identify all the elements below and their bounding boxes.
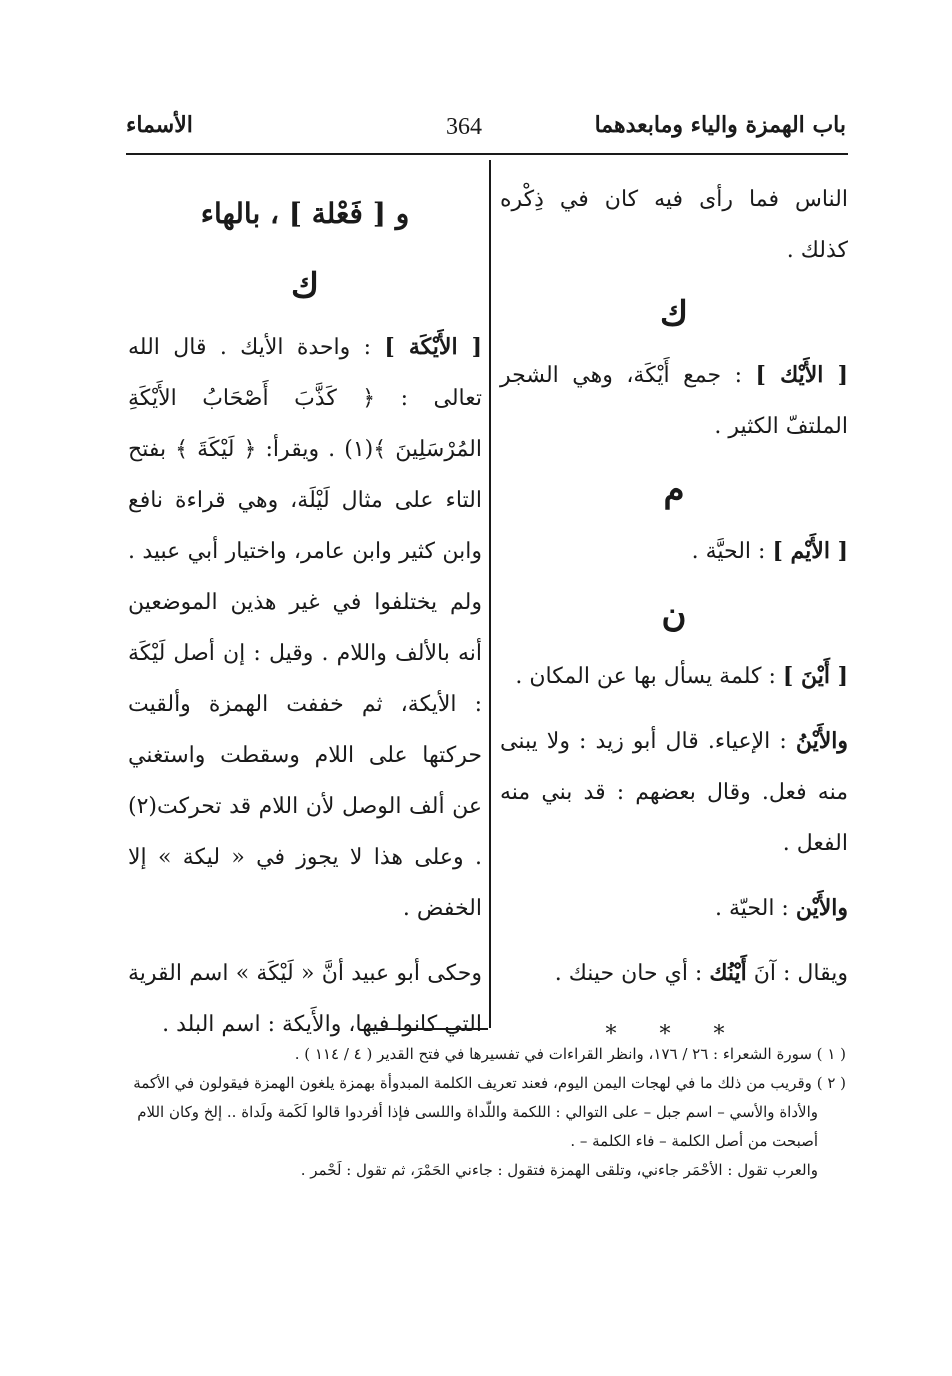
spacer — [500, 934, 848, 948]
footnote-2-line-3: أصبحت من أصل الكلمة – فاء الكلمة – . — [570, 1132, 818, 1150]
section-end-stars: * * * — [605, 1022, 743, 1047]
spacer — [500, 869, 848, 883]
chapter-title: باب الهمزة والياء ومابعدهما — [594, 112, 846, 138]
footnote-rule — [370, 1028, 488, 1030]
page-number: 364 — [446, 114, 482, 140]
letter-kaf-heading-left: ك — [290, 266, 320, 306]
footnote-1: ( ١ ) سورة الشعراء : ٢٦ / ١٧٦، وانظر القراءات في تفسيرها في فتح القدير ( ٤ / ١١٤ ) . — [294, 1045, 846, 1063]
spacer — [128, 934, 482, 948]
headword-aynuk: أَيْنُك — [709, 960, 747, 986]
headword-aim: [ الأَيْم ] — [772, 538, 848, 564]
footnote-2-line-2: والأداة والأسي – اسم جبل – على التوالي : اللكمة واللّداة واللسى فإذا أفردوا قالوا لَكَمة ولَداة .. إلخ وكان اللام — [137, 1103, 818, 1121]
letter-kaf-heading: ك — [659, 294, 689, 334]
intro-line: الناس فما رأى فيه كان في ذِكْره كذلك . — [500, 187, 848, 263]
headword-alayn-fatigue: والأَيْنُ — [795, 728, 849, 754]
entry-alayn-snake — [500, 883, 848, 934]
spacer — [500, 702, 848, 716]
headword-aika: [ الأَيْكَة ] — [384, 334, 482, 360]
left-column — [128, 186, 482, 1050]
letter-nun-heading: ن — [661, 595, 687, 635]
definition-alayn-snake: : الحيّة . — [715, 896, 789, 921]
section-title: الأسماء — [126, 112, 193, 138]
entry-ayna — [500, 651, 848, 702]
definition-aim: : الحيَّة . — [691, 539, 766, 564]
entry-alayn-fatigue — [500, 716, 848, 869]
entry-aik — [500, 350, 848, 452]
definition-aik: : جمع أَيْكَة، وهي الشجر الملتفّ الكثير . — [500, 363, 848, 439]
entry-aynuk — [500, 948, 848, 999]
headword-alayn-snake: والأَيْن — [795, 895, 848, 921]
definition-aika: : واحدة الأيك . قال الله تعالى : ﴿ كَذَّبَ أَصْحَابُ الأَيْكَةِ المُرْسَلِينَ ﴾(١) . ويقرأ: ﴿ لَيْكَةَ ﴾ بفتح التاء على مثال لَيْلَة، وهي قراءة نافع وابن كثير وابن عامر، واختيار أبي عبيد . ولم يختلفوا في غير هذين الموضعين أنه بالألف واللام . وقيل : إن أصل لَيْكَة : الأيكة، ثم خففت الهمزة وألقيت حركتها على اللام وسقطت واستغني عن ألف الوصل لأن اللام قد تحركت(٢) . وعلى هذا لا يجوز في « ليكة » إلا الخفض . — [128, 335, 482, 921]
right-column — [500, 174, 848, 1060]
definition-ayna: : كلمة يسأل بها عن المكان . — [515, 664, 776, 689]
footnote-2-line-4: والعرب تقول : الأحْمَر جاءني، وتلقى الهمزة فتقول : جاءني الحَمْرَ، ثم تقول : لَحْمر . — [300, 1161, 818, 1179]
footnotes — [126, 1040, 846, 1185]
entry-aika — [128, 322, 482, 934]
page-header — [126, 112, 846, 152]
header-rule — [126, 153, 848, 155]
prefix-aynuk: ويقال : آنَ — [753, 961, 848, 986]
paragraph-abu-ubaid: وحكى أبو عبيد أنَّ « لَيْكَة » اسم القرية التي كانوا فيها، والأَيكة : اسم البلد . — [128, 961, 482, 1037]
letter-mim-heading: م — [663, 470, 685, 510]
headword-aik: [ الأَيْك ] — [755, 362, 848, 388]
footnote-2-line-1: ( ٢ ) وقريب من ذلك ما في لهجات اليمن اليوم، فعند تعريف الكلمة المبدوأة بهمزة يلغون الهمزة فيقولون في الأكمة — [133, 1074, 846, 1092]
headword-ayna: [ أَيْنَ ] — [782, 663, 848, 689]
fala-section-heading: و [ فَعْلة ] ، بالهاء — [200, 197, 410, 230]
column-divider — [489, 160, 491, 1028]
definition-alayn-fatigue: : الإعياء. قال أبو زيد : ولا يبنى منه فعل. وقال بعضهم : قد بني منه الفعل . — [500, 729, 848, 856]
entry-aim — [500, 526, 848, 577]
definition-aynuk: : أي حان حينك . — [554, 961, 703, 986]
